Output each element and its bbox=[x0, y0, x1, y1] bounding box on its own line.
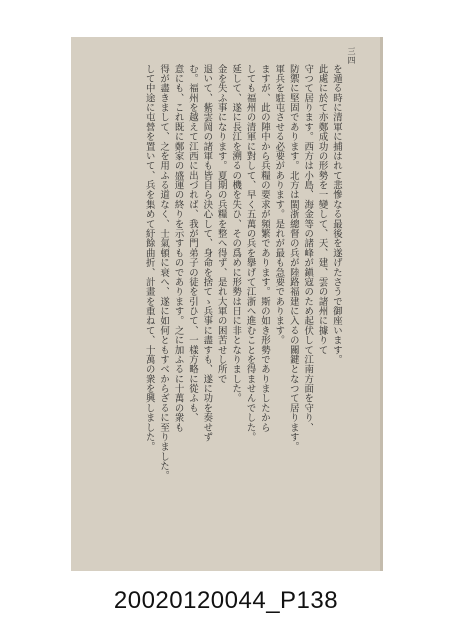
text-column: ますが、此の陣中から兵糧の要求が頻繁であります。斯の如き形勢でありましたから bbox=[258, 64, 270, 433]
image-id-label: 20020120044_P138 bbox=[113, 587, 339, 614]
text-column: して中途に屯營を置いて、兵を集めて紆餘曲折、計畫を重ねて、十萬の衆を興しました。 bbox=[143, 64, 155, 452]
text-column: 意にも、これ既に鄭家の盛運の終りを示すものであります。之に加ふるに十萬の衆も bbox=[172, 64, 184, 433]
page-number: 三四 bbox=[347, 47, 356, 65]
text-column: む。福州を越えて江西に出づれば、我が門弟子の徒を引ひて、一樣方略に從ふも、 bbox=[186, 64, 198, 423]
text-column: を遁る時に清軍に捕はれて悲慘なる最後を遂げたさうで御座います。 bbox=[331, 64, 342, 365]
text-column: 此處に於て亦鄭成功の形勢を一變して、天、建、雲の諸州に據りて bbox=[316, 64, 328, 355]
text-column: 防禦に堅固であります。北方は閩浙總督の兵が陸路福建に入るの關鍵となつて居ります。 bbox=[287, 64, 299, 452]
vertical-text-block bbox=[81, 64, 343, 540]
text-column: 守つて居ります。西方は小島、海金等の諸峰が鎭寇のため起伏して江南方面を守り、 bbox=[302, 64, 314, 433]
text-column: 金を失ふ事になります。夏期の兵糧を整へ得ず、是れ大軍の困苦せし所で bbox=[215, 64, 227, 384]
text-column: 延して、遂に長江を溯るの機を失ひ、その爲めに形勢は日に非となりました。 bbox=[230, 64, 242, 404]
text-column: 軍兵を駐屯させる必要があります。是れが最も急要であります。 bbox=[273, 64, 285, 346]
text-column: しても福州の清軍に對して、早く五萬の兵を擧げて江浙へ進むことを得ませんでした。 bbox=[244, 64, 256, 442]
text-column: 得が盡きまして、之を用ふる道なく、士氣頓に衰へ、遂に如何ともすべからざるに至りました。 bbox=[158, 64, 170, 481]
book-page bbox=[71, 37, 383, 571]
text-column: 退いて、紫雲岡の諸軍も皆自ら決心して、身命を捨てゝ兵事に盡すも、遂に功を奏せず bbox=[201, 64, 213, 442]
